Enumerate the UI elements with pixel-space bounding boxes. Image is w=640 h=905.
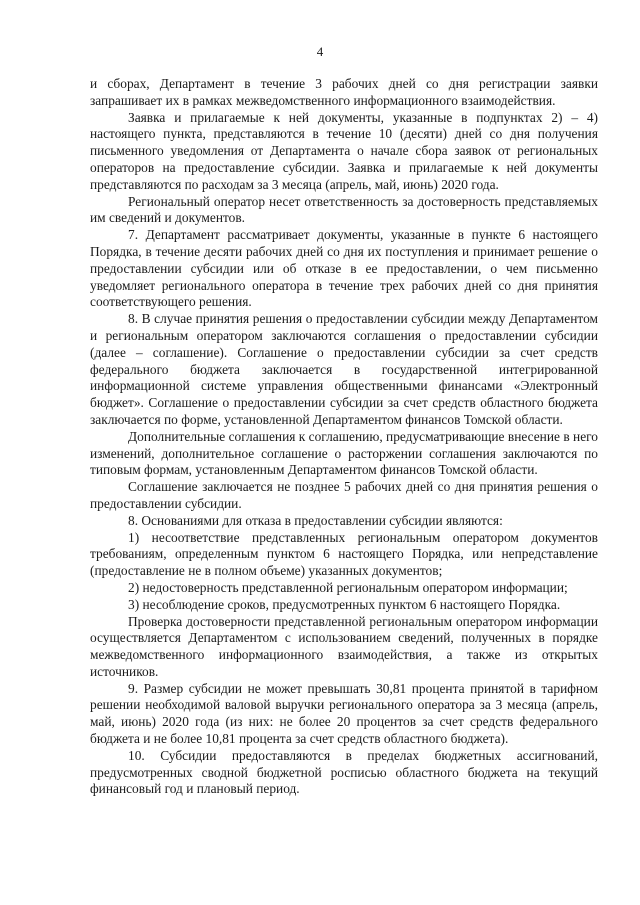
paragraph-item-8-refusal: 8. Основаниями для отказа в предоставлении субсидии являются:	[128, 512, 503, 528]
paragraph-item-10: 10. Субсидии предоставляются в пределах бюджетных ассигнований, предусмотренных сводной бюджетной росписью областного бюджета на текущий финансовый год и плановый период.	[90, 747, 598, 797]
paragraph-refusal-reason-3: 3) несоблюдение сроков, предусмотренных пунктом 6 настоящего Порядка.	[128, 596, 561, 612]
paragraph-refusal-reason-2: 2) недостоверность представленной региональным оператором информации;	[128, 579, 568, 595]
paragraph-refusal-reason-1: 1) несоответствие представленных региональным оператором документов требованиям, определенным пунктом 6 настоящего Порядка, или непредставление (предоставление не в полном объеме) указанных документов;	[90, 529, 598, 579]
document-body	[90, 76, 598, 798]
paragraph-agreement: 8. В случае принятия решения о предоставлении субсидии между Департаментом и региональным оператором заключаются соглашения о предоставлении субсидии (далее – соглашение). Соглашение о предоставлении субсидии за счет средств федерального бюджета заключается в государственной интегрированной информационной системе управления общественными финансами «Электронный бюджет». Соглашение о предоставлении субсидии за счет средств областного бюджета заключается по форме, установленной Департаментом финансов Томской области.	[90, 311, 598, 427]
page-number: 4	[316, 44, 324, 59]
paragraph-agreement-deadline: Соглашение заключается не позднее 5 рабочих дней со дня принятия решения о предоставлении субсидии.	[90, 479, 598, 511]
paragraph-item-7: 7. Департамент рассматривает документы, указанные в пункте 6 настоящего Порядка, в течение десяти рабочих дней со дня их поступления и принимает решение о предоставлении субсидии или об отказе в ее предоставлении, о чем письменно уведомляет регионального оператора в течение трех рабочих дней со дня принятия соответствующего решения.	[90, 227, 598, 310]
paragraph-additional-agreements: Дополнительные соглашения к соглашению, предусматривающие внесение в него изменений, дополнительное соглашение о расторжении соглашения заключаются по типовым формам, установленным Департаментом финансов Томской области.	[90, 428, 598, 478]
paragraph-verification: Проверка достоверности представленной региональным оператором информации осуществляется Департаментом с использованием сведений, полученных в порядке межведомственного информационного взаимодействия, а также из открытых источников.	[90, 613, 598, 679]
paragraph-operator-responsibility: Региональный оператор несет ответственность за достоверность представляемых им сведений и документов.	[90, 193, 598, 226]
paragraph-application-deadline: Заявка и прилагаемые к ней документы, указанные в подпунктах 2) – 4) настоящего пункта, представляются в течение 10 (десяти) дней со дня получения письменного уведомления от Департамента о начале сбора заявок от региональных операторов на предоставление субсидии. Заявка и прилагаемые к ней документы представляются по расходам за 3 месяца (апрель, май, июнь) 2020 года.	[90, 109, 598, 192]
paragraph-item-9: 9. Размер субсидии не может превышать 30,81 процента принятой в тарифном решении необходимой валовой выручки регионального оператора за 3 месяца (апрель, май, июнь) 2020 года (из них: не более 20 процентов за счет средств федерального бюджета и не более 10,81 процента за счет средств областного бюджета).	[90, 680, 598, 747]
paragraph-continuation: и сборах, Департамент в течение 3 рабочих дней со дня регистрации заявки запрашивает их в рамках межведомственного информационного взаимодействия.	[90, 76, 598, 108]
